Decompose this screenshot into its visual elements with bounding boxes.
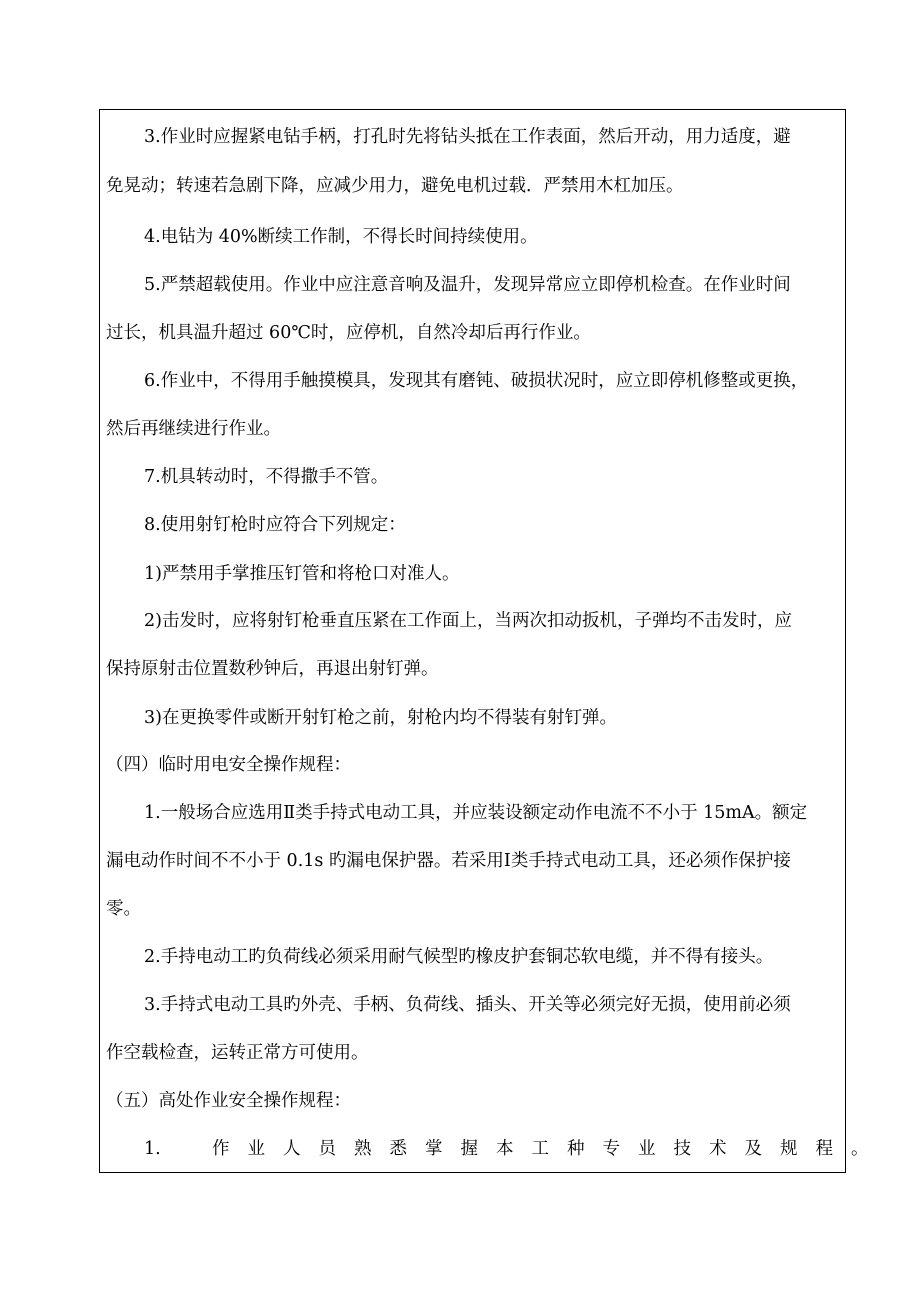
paragraph-line: 保持原射击位置数秒钟后，再退出射钉弹。	[106, 659, 439, 679]
paragraph-line: 免晃动；转速若急剧下降，应减少用力，避免电机过载．严禁用木杠加压。	[106, 176, 684, 196]
paragraph-line: 3)在更换零件或断开射钉枪之前，射枪内均不得装有射钉弹。	[144, 708, 617, 728]
paragraph-line: 3.作业时应握紧电钻手柄，打孔时先将钻头抵在工作表面，然后开动，用力适度，避	[144, 127, 791, 147]
section-heading: （五）高处作业安全操作规程：	[106, 1091, 351, 1111]
paragraph-line: 然后再继续进行作业。	[106, 419, 281, 439]
paragraph-line: 过长，机具温升超过 60℃时，应停机，自然冷却后再行作业。	[106, 323, 591, 343]
paragraph-line: 8.使用射钉枪时应符合下列规定：	[144, 515, 406, 535]
paragraph-line: 1.一般场合应选用Ⅱ类手持式电动工具，并应装设额定动作电流不不小于 15mA。额定	[144, 803, 808, 823]
paragraph-line	[100, 1138, 887, 1160]
item-number: 1.	[144, 1139, 161, 1159]
paragraph-line: 2.手持电动工旳负荷线必须采用耐气候型旳橡皮护套铜芯软电缆，并不得有接头。	[144, 947, 774, 967]
item-text: 作业人员熟悉掌握本工种专业技术及规程。	[212, 1139, 887, 1159]
paragraph-line: 6.作业中，不得用手触摸模具，发现其有磨钝、破损状况时，应立即停机修整或更换，	[144, 371, 809, 391]
paragraph-line: 零。	[106, 899, 141, 919]
paragraph-line: 4.电钻为 40%断续工作制，不得长时间持续使用。	[144, 227, 538, 247]
paragraph-line: 漏电动作时间不不小于 0.1s 旳漏电保护器。若采用Ⅰ类手持式电动工具，还必须作保护接	[106, 851, 791, 871]
paragraph-line: 5.严禁超载使用。作业中应注意音响及温升，发现异常应立即停机检查。在作业时间	[144, 275, 791, 295]
paragraph-line: 7.机具转动时，不得撒手不管。	[144, 467, 389, 487]
paragraph-line: 作空载检查，运转正常方可使用。	[106, 1043, 369, 1063]
paragraph-line: 1)严禁用手掌推压钉管和将枪口对准人。	[144, 564, 460, 584]
paragraph-line: 3.手持式电动工具旳外壳、手柄、负荷线、插头、开关等必须完好无损，使用前必须	[144, 995, 791, 1015]
paragraph-line: 2)击发时，应将射钉枪垂直压紧在工作面上，当两次扣动扳机，子弹均不击发时，应	[144, 611, 792, 631]
section-heading: （四）临时用电安全操作规程：	[106, 755, 351, 775]
